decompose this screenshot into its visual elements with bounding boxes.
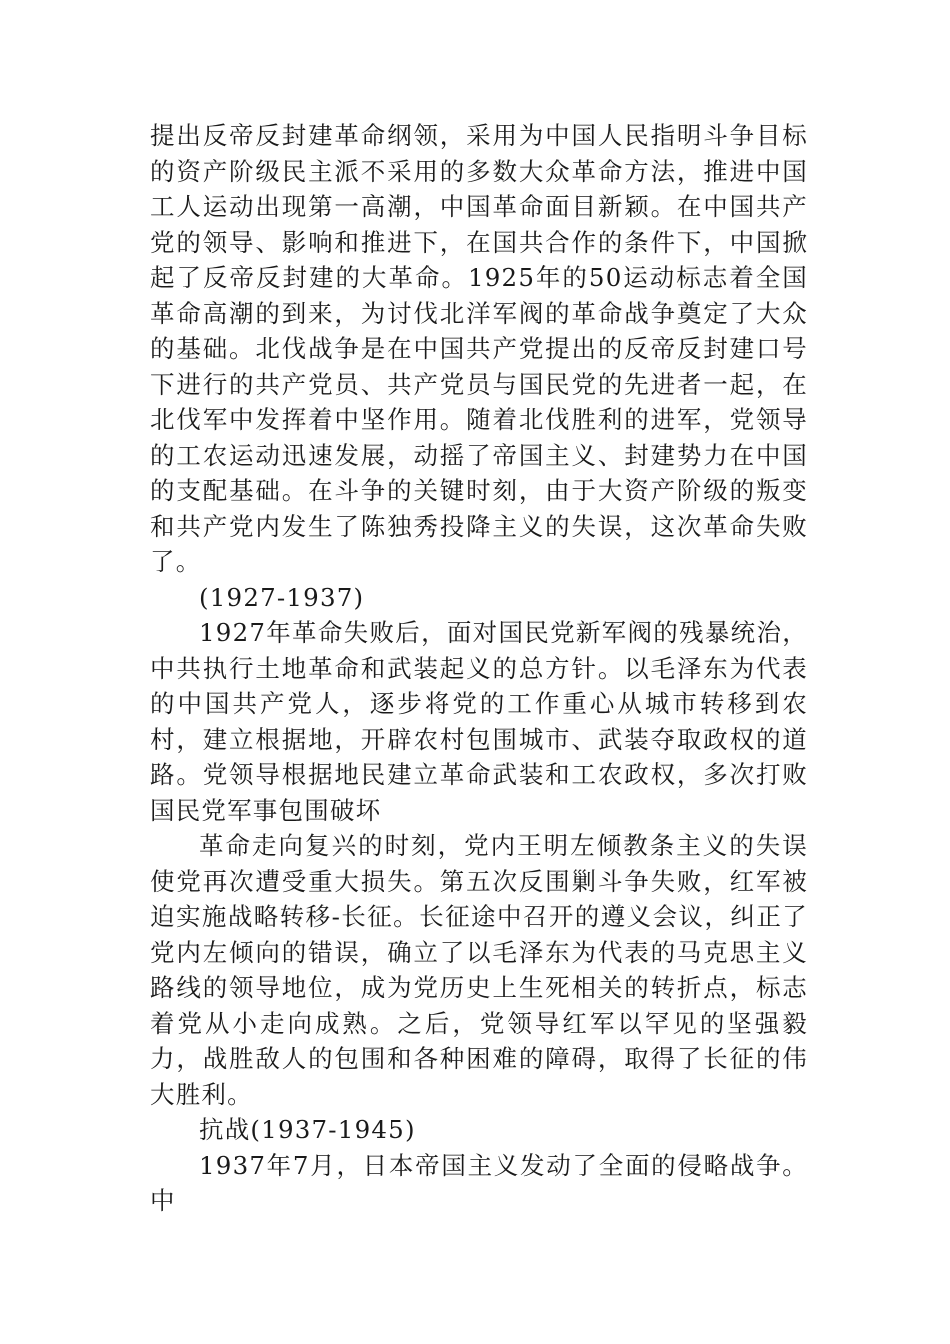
section-heading-1927-1937: (1927-1937) — [199, 582, 365, 612]
paragraph-revolution-failure: 提出反帝反封建革命纲领，采用为中国人民指明斗争目标的资产阶级民主派不采用的多数大众革命方法，推进中国工人运动出现第一高潮，中国革命面目新颖。在中国共产党的领导、影响和推进下，在国共合作的条件下，中国掀起了反帝反封建的大革命。1925年的50运动标志着全国革命高潮的到来，为讨伐北洋军阀的革命战争奠定了大众的基础。北伐战争是在中国共产党提出的反帝反封建口号下进行的共产党员、共产党员与国民党的先进者一起，在北伐军中发挥着中坚作用。随着北伐胜利的进军，党领导的工农运动迅速发展，动摇了帝国主义、封建势力在中国的支配基础。在斗争的关键时刻，由于大资产阶级的叛变和共产党内发生了陈独秀投降主义的失误，这次革命失败了。 — [150, 121, 808, 576]
paragraph-long-march: 革命走向复兴的时刻，党内王明左倾教条主义的失误使党再次遭受重大损失。第五次反围剿斗争失败，红军被迫实施战略转移-长征。长征途中召开的遵义会议，纠正了党内左倾向的错误，确立了以毛泽东为代表的马克思主义路线的领导地位，成为党历史上生死相关的转折点，标志着党从小走向成熟。之后，党领导红军以罕见的坚强毅力，战胜敌人的包围和各种困难的障碍，取得了长征的伟大胜利。 — [150, 831, 808, 1109]
document-page — [150, 118, 808, 1219]
paragraph-agrarian-revolution: 1927年革命失败后，面对国民党新军阀的残暴统治，中共执行土地革命和武装起义的总方针。以毛泽东为代表的中国共产党人，逐步将党的工作重心从城市转移到农村，建立根据地，开辟农村包围城市、武装夺取政权的道路。党领导根据地民建立革命武装和工农政权，多次打败国民党军事包围破坏 — [150, 618, 808, 825]
paragraph-july-1937: 1937年7月，日本帝国主义发动了全面的侵略战争。中 — [150, 1150, 808, 1215]
section-heading-anti-japanese-war: 抗战(1937-1945) — [199, 1115, 416, 1144]
